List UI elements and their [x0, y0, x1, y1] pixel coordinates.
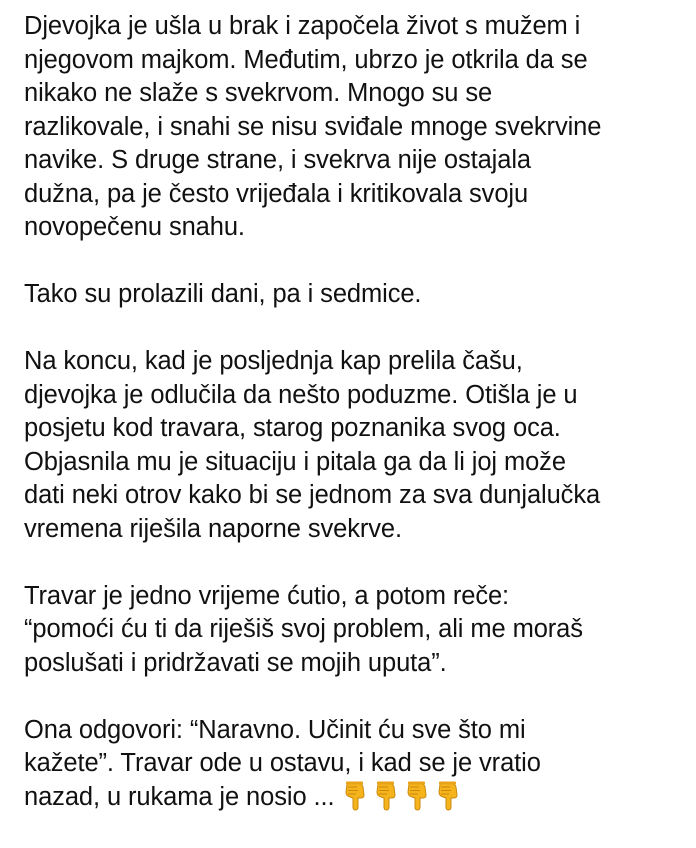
paragraph-5 — [24, 714, 692, 815]
text-line: dati neki otrov kako bi se jednom za sva dunjalučka — [24, 481, 601, 509]
text-line: Djevojka je ušla u brak i započela život s mužem i — [24, 12, 581, 40]
backhand-index-pointing-down-icon — [404, 781, 430, 811]
text-line: njegovom majkom. Međutim, ubrzo je otkrila da se — [24, 45, 588, 74]
text-line: Objasnila mu je situaciju i pitala ga da li joj može — [24, 447, 566, 476]
text-line: “pomoći ću ti da riješiš svoj problem, ali me moraš — [24, 615, 583, 643]
paragraph-2 — [24, 278, 692, 312]
text-line-tail: nazad, u rukama je nosio ... — [24, 782, 335, 811]
text-line: Travar je jedno vrijeme ćutio, a potom reče: — [24, 581, 510, 610]
text-line: razlikovale, i snahi se nisu sviđale mnoge svekrvine — [24, 112, 602, 141]
paragraph-1 — [24, 10, 692, 245]
text-line: nikako ne slaže s svekrvom. Mnogo su se — [24, 79, 493, 107]
text-line: posjetu kod travara, starog poznanika svog oca. — [24, 414, 561, 442]
text-line: poslušati i pridržavati se mojih uputa”. — [24, 648, 447, 677]
backhand-index-pointing-down-icon — [435, 781, 461, 811]
article-text — [24, 10, 692, 848]
emoji-row — [334, 783, 461, 811]
text-line: navike. S druge strane, i svekrva nije ostajala — [24, 146, 531, 174]
text-line: Ona odgovori: “Naravno. Učinit ću sve što mi — [24, 715, 526, 744]
text-line: dužna, pa je često vrijeđala i kritikovala svoju — [24, 179, 529, 208]
text-line: Tako su prolazili dani, pa i sedmice. — [24, 280, 422, 308]
paragraph-3 — [24, 345, 692, 546]
backhand-index-pointing-down-icon — [373, 781, 399, 811]
text-line: novopečenu snahu. — [24, 213, 245, 241]
text-line: djevojka je odlučila da nešto poduzme. Otišla je u — [24, 380, 578, 409]
text-line: vremena riješila naporne svekrve. — [24, 514, 402, 543]
text-line: Na koncu, kad je posljednja kap prelila čašu, — [24, 347, 523, 375]
backhand-index-pointing-down-icon — [342, 781, 368, 811]
text-line: kažete”. Travar ode u ostavu, i kad se je vratio — [24, 749, 541, 777]
text-line-with-emoji — [24, 781, 692, 815]
paragraph-4 — [24, 580, 692, 681]
